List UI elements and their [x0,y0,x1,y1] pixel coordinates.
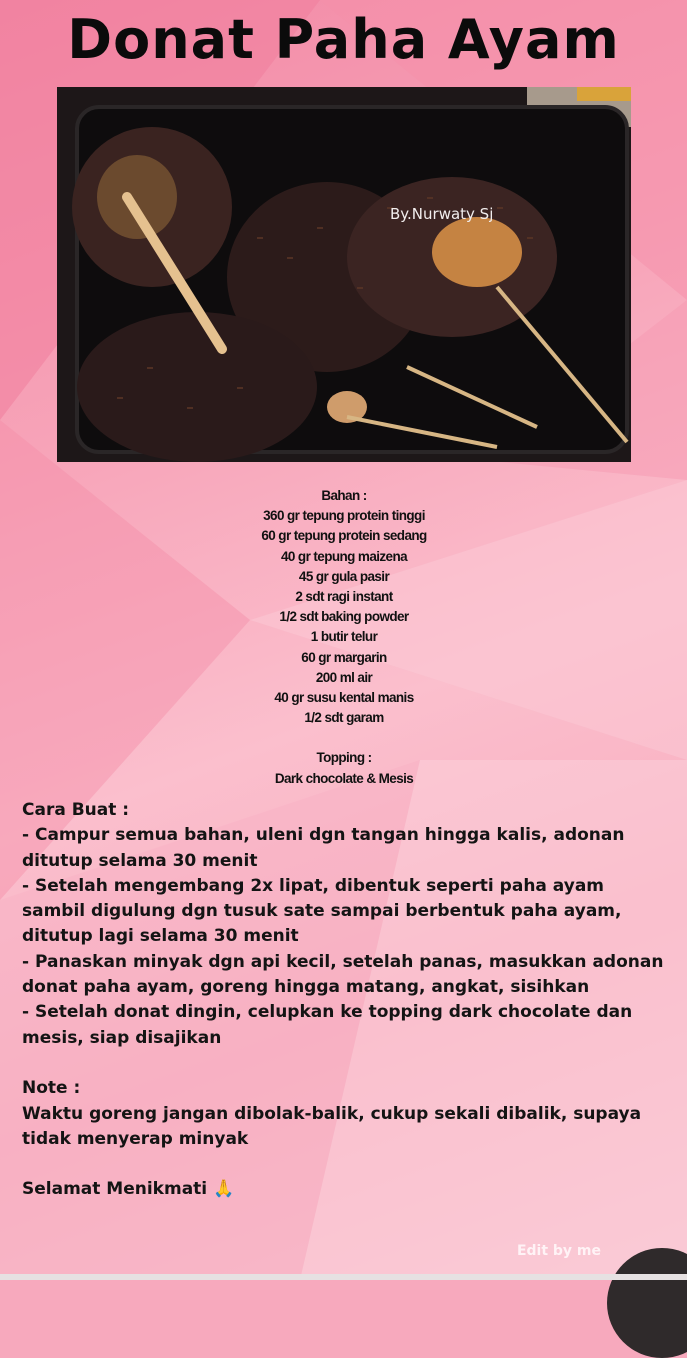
note-text: Waktu goreng jangan dibolak-balik, cukup sekali dibalik, supaya tidak menyerap minyak [22,1103,642,1149]
note-heading: Note : [22,1078,81,1099]
list-item: 60 gr tepung protein sedang [261,528,427,544]
list-item: 45 gr gula pasir [298,568,390,584]
list-item: 1 butir telur [310,629,378,645]
topping-text: Dark chocolate & Mesis [274,770,414,786]
footer-credit: Edit by me [516,1243,601,1259]
page-title: Donat Paha Ayam [67,8,620,71]
list-item: 200 ml air [315,669,373,685]
list-item: 2 sdt ragi instant [295,589,393,605]
folded-hands-icon: 🙏 [213,1179,235,1200]
ingredients-list [194,486,494,789]
method-heading: Cara Buat : [22,800,130,820]
method-step: - Setelah donat dingin, celupkan ke topping dark chocolate dan mesis, siap disajikan [22,1002,633,1048]
donut-photo [57,87,631,462]
list-item: 1/2 sdt garam [304,710,384,726]
donut-photo-illustration [57,87,631,462]
method-section [22,798,665,1203]
topping-heading: Topping : [316,750,372,766]
closing-text: Selamat Menikmati [22,1179,208,1200]
list-item: 1/2 sdt baking powder [279,609,409,625]
list-item: 60 gr margarin [301,649,387,665]
closing-line [22,1177,665,1202]
method-step: - Campur semua bahan, uleni dgn tangan hingga kalis, adonan ditutup selama 30 menit [22,825,625,871]
method-step: - Panaskan minyak dgn api kecil, setelah panas, masukkan adonan donat paha ayam, goreng hingga matang, angkat, sisihkan [22,951,664,998]
ingredients-heading: Bahan : [321,488,367,503]
list-item: 360 gr tepung protein tinggi [263,508,425,524]
bottom-strip [0,1274,687,1280]
method-step: - Setelah mengembang 2x lipat, dibentuk seperti paha ayam sambil digulung dgn tusuk sate sampai berbentuk paha ayam, ditutup lagi selama 30 menit [22,875,622,947]
list-item: 40 gr susu kental manis [274,690,414,706]
list-item: 40 gr tepung maizena [280,548,408,564]
photo-credit: By.Nurwaty Sj [390,205,494,223]
